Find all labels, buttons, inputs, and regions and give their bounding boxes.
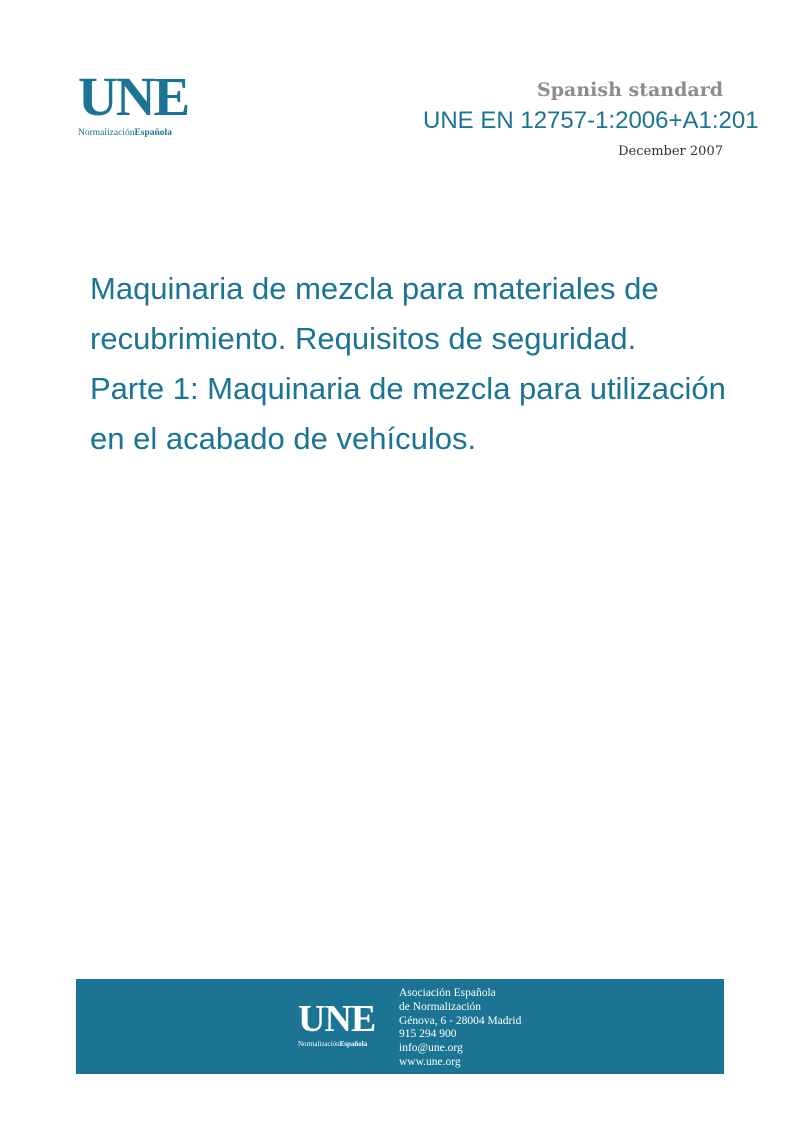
footer-logo-tagline xyxy=(298,1040,375,1048)
standard-label: Spanish standard xyxy=(537,79,723,101)
footer-logo-mark: UNE xyxy=(298,998,376,1040)
footer-une-logo xyxy=(298,998,376,1048)
footer-phone: 915 294 900 xyxy=(399,1028,457,1041)
footer-org-name-line1: Asociación Española xyxy=(399,987,496,999)
title-line: en el acabado de vehículos. xyxy=(90,421,477,456)
standard-code: UNE EN 12757-1:2006+A1:201 xyxy=(423,107,759,134)
document-title xyxy=(90,264,770,464)
title-line: recubrimiento. Requisitos de seguridad. xyxy=(90,321,637,356)
tagline-normalizacion: Normalización xyxy=(78,128,135,138)
footer-website-link[interactable]: www.une.org xyxy=(399,1055,461,1068)
footer-tagline-normalizacion: Normalización xyxy=(298,1040,340,1048)
title-line: Maquinaria de mezcla para materiales de xyxy=(90,271,659,306)
footer-banner xyxy=(76,979,724,1074)
tagline-espanola: Española xyxy=(134,128,172,138)
footer-email-link[interactable]: info@une.org xyxy=(399,1042,463,1055)
standard-date: December 2007 xyxy=(618,144,723,159)
une-logo-tagline xyxy=(78,128,198,138)
une-logo-mark: UNE xyxy=(78,66,189,127)
une-logo xyxy=(78,66,198,138)
footer-address: Génova, 6 - 28004 Madrid xyxy=(399,1014,522,1027)
footer-tagline-espanola: Española xyxy=(339,1040,368,1048)
footer-org-name-line2: de Normalización xyxy=(399,1000,482,1013)
title-line: Parte 1: Maquinaria de mezcla para utilización xyxy=(90,371,726,406)
footer-contact-info xyxy=(399,987,521,1070)
